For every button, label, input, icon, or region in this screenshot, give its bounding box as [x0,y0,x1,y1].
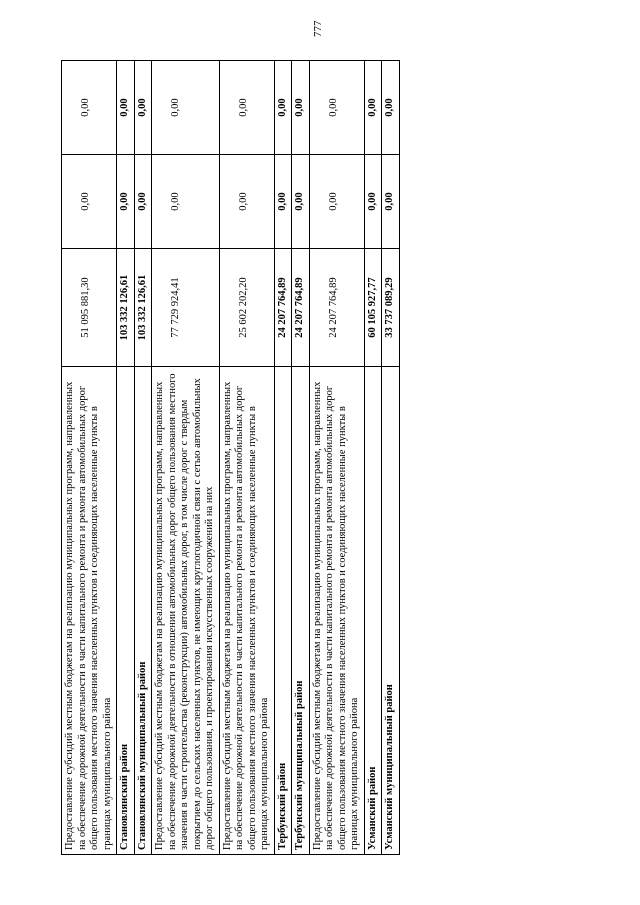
row-value-2-cell: 0,00 [62,155,117,249]
row-value-2-cell: 0,00 [274,155,292,249]
row-name-cell: Предоставление субсидий местным бюджетам на реализацию муниципальных программ, направленных на обеспечение дорожной деятельности в части капитального ремонта и ремонта автомобильных дорог общего пользования местного значения населенных пунктов и соединяющих населенные пункты в границах муниципального района [219,367,274,855]
table-row [219,61,274,855]
row-value-2-cell: 0,00 [134,155,152,249]
total-row [117,61,135,855]
row-value-3-cell: 0,00 [274,61,292,155]
row-value-3-cell: 0,00 [152,61,220,155]
row-value-1-cell: 24 207 764,89 [292,249,310,367]
row-name-cell: Становлянский муниципальный район [134,367,152,855]
row-name-cell: Тербунский район [274,367,292,855]
row-value-2-cell: 0,00 [117,155,135,249]
row-value-3-cell: 0,00 [62,61,117,155]
table-row [152,61,220,855]
total-row [364,61,382,855]
row-name-cell: Предоставление субсидий местным бюджетам на реализацию муниципальных программ, направленных на обеспечение дорожной деятельности в части капитального ремонта и ремонта автомобильных дорог общего пользования местного значения населенных пунктов и соединяющих населенные пункты в границах муниципального района [309,367,364,855]
row-name-cell: Усманский район [364,367,382,855]
row-value-1-cell: 103 332 126,61 [134,249,152,367]
total-row [274,61,292,855]
row-value-2-cell: 0,00 [152,155,220,249]
row-value-1-cell: 24 207 764,89 [274,249,292,367]
row-value-2-cell: 0,00 [292,155,310,249]
row-value-2-cell: 0,00 [382,155,400,249]
budget-table [61,60,400,855]
row-value-3-cell: 0,00 [134,61,152,155]
row-name-cell: Предоставление субсидий местным бюджетам на реализацию муниципальных программ, направленных на обеспечение дорожной деятельности в отношении автомобильных дорог общего пользования местного значения в части строительства (реконструкции) автомобильных дорог, в том числе дорог с твердым покрытием до сельских населенных пунктов, не имеющих круглогодичной связи с сетью автомобильных дорог общего пользования, и проектирования искусственных сооружений на них [152,367,220,855]
row-value-3-cell: 0,00 [382,61,400,155]
total-row [382,61,400,855]
row-name-cell: Тербунский муниципальный район [292,367,310,855]
row-name-cell: Усманский муниципальный район [382,367,400,855]
row-value-2-cell: 0,00 [219,155,274,249]
row-value-3-cell: 0,00 [292,61,310,155]
row-value-1-cell: 51 095 881,30 [62,249,117,367]
row-name-cell: Предоставление субсидий местным бюджетам на реализацию муниципальных программ, направленных на обеспечение дорожной деятельности в части капитального ремонта и ремонта автомобильных дорог общего пользования местного значения населенных пунктов и соединяющих населенные пункты в границах муниципального района [62,367,117,855]
row-value-3-cell: 0,00 [309,61,364,155]
row-value-3-cell: 0,00 [117,61,135,155]
row-value-1-cell: 60 105 927,77 [364,249,382,367]
rotated-table-frame [61,61,555,855]
row-value-1-cell: 24 207 764,89 [309,249,364,367]
budget-table-body [62,61,400,855]
row-value-1-cell: 33 737 089,29 [382,249,400,367]
row-value-1-cell: 103 332 126,61 [117,249,135,367]
table-row [309,61,364,855]
row-value-1-cell: 25 602 202,20 [219,249,274,367]
total-row [134,61,152,855]
rotated-table-area [61,61,555,855]
row-value-2-cell: 0,00 [309,155,364,249]
row-name-cell: Становлянский район [117,367,135,855]
table-row [62,61,117,855]
row-value-1-cell: 77 729 924,41 [152,249,220,367]
row-value-3-cell: 0,00 [219,61,274,155]
page-number-text: 777 [312,20,324,37]
row-value-3-cell: 0,00 [364,61,382,155]
total-row [292,61,310,855]
row-value-2-cell: 0,00 [364,155,382,249]
